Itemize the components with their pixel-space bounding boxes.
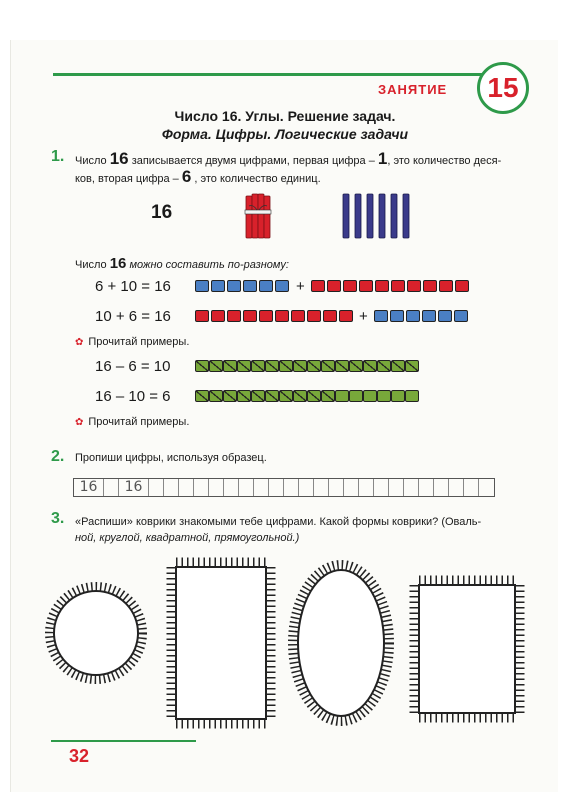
task1-intro-line2: ков, вторая цифра – 6 , это количество единиц. [75,167,321,186]
task3-number: 3. [51,510,65,527]
red-cubes-10b [195,310,353,322]
square-rug-icon [414,580,520,718]
oval-rug-icon [293,565,389,721]
header-rule [53,73,488,76]
green-cubes-16-minus-6 [195,360,419,372]
lesson-number-badge: 15 [477,62,529,114]
equation-16-minus-6: 16 – 6 = 10 [95,358,171,375]
blue-cubes-6b [374,310,468,322]
task3-line2: ной, круглой, квадратной, прямоугольной.) [75,532,300,544]
compose-text: Число 16 можно составить по-разному: [75,255,289,272]
blue-cubes-6 [195,280,289,292]
workbook-page [10,40,558,792]
page-number: 32 [69,746,90,766]
big-number-16: 16 [151,202,173,223]
page-title-line2: Форма. Цифры. Логические задачи [161,126,409,142]
task1-number: 1. [51,148,65,165]
equation-16-minus-10: 16 – 10 = 6 [95,388,171,405]
task1-intro-line1: Число 16 записывается двумя цифрами, первая цифра – 1, это количество деся- [75,149,502,168]
green-cubes-16-minus-10 [195,390,419,402]
page-title-line1: Число 16. Углы. Решение задач. [174,108,396,124]
equation-6-plus-10: 6 + 10 = 16 [95,278,171,295]
plus-sign: + [296,278,305,295]
read-examples-1: ✿ Прочитай примеры. [75,336,190,348]
round-rug-icon [50,587,142,679]
task3-line1: «Распиши» коврики знакомыми тебе цифрами. Какой формы коврики? (Оваль- [75,516,482,528]
equation-10-plus-6: 10 + 6 = 16 [95,308,171,325]
rectangular-rug-icon [171,562,271,724]
flower-icon: ✿ [75,417,84,428]
ten-sticks-bundle-icon [243,190,275,240]
rugs-illustration [11,555,559,735]
footer-rule [51,740,196,742]
six-sticks-icon [341,193,421,239]
task2-text: Пропиши цифры, используя образец. [75,452,267,464]
read-examples-2: ✿ Прочитай примеры. [75,416,190,428]
lesson-label: ЗАНЯТИЕ [378,82,448,97]
digit-writing-grid[interactable]: 16 16 [73,478,495,497]
flower-icon: ✿ [75,337,84,348]
red-cubes-10 [311,280,469,292]
plus-sign-2: + [359,308,368,325]
task2-number: 2. [51,448,65,465]
